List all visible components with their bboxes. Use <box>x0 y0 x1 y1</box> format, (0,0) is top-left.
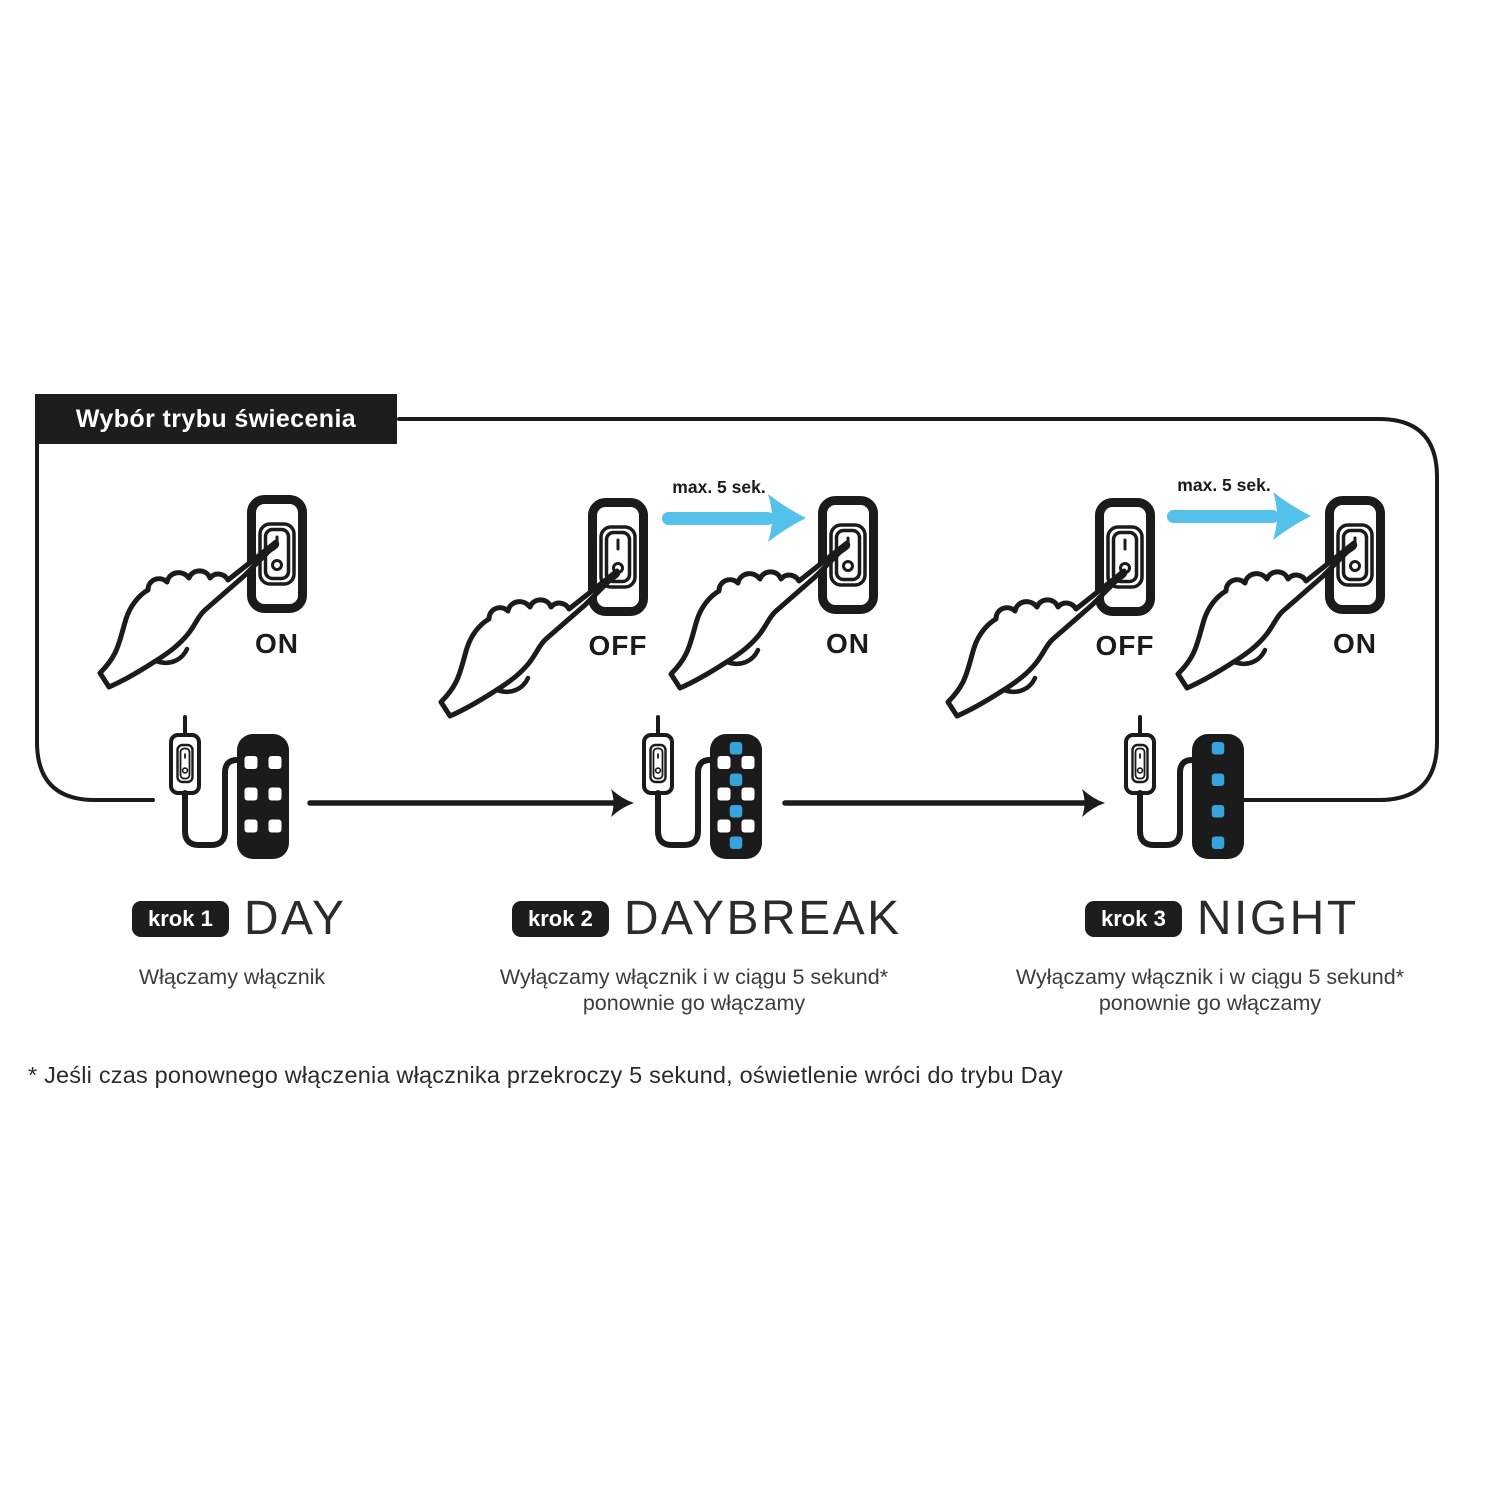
step-2-caption <box>464 964 924 1016</box>
lamp-device-night <box>1126 717 1244 859</box>
caption-line: Wyłączamy włącznik i w ciągu 5 sekund* <box>499 965 889 989</box>
step-badge: krok 3 <box>1085 901 1182 937</box>
step-3-heading <box>1085 892 1359 945</box>
step-badge: krok 2 <box>512 901 609 937</box>
step1-to-step2-arrow-icon <box>310 789 634 817</box>
switch-state-label: ON <box>255 628 299 659</box>
lamp-device-day <box>171 717 289 859</box>
caption-line: Włączamy włącznik <box>138 965 326 989</box>
pressing-hand-icon <box>1178 543 1355 688</box>
pressing-hand-icon <box>100 542 277 687</box>
switch-state-label: OFF <box>588 630 648 661</box>
caption-line: ponownie go włączamy <box>582 991 806 1015</box>
step-badge: krok 1 <box>132 901 229 937</box>
wall-switch-off-icon <box>1100 503 1151 612</box>
step2-to-step3-arrow-icon <box>785 789 1105 817</box>
lamp-device-daybreak <box>644 717 762 859</box>
mode-name: NIGHT <box>1196 892 1359 945</box>
footnote: * Jeśli czas ponownego włączenia włącznika przekroczy 5 sekund, oświetlenie wróci do trybu Day <box>28 1062 1064 1088</box>
step-3-caption <box>980 964 1440 1016</box>
switch-state-label: ON <box>826 628 870 659</box>
step-1-caption <box>2 964 462 990</box>
step-2-heading <box>512 892 902 945</box>
pressing-hand-icon <box>671 543 848 688</box>
wall-switch-off-icon <box>593 503 644 612</box>
switch-state-label: OFF <box>1095 630 1155 661</box>
step-1-heading <box>132 892 347 945</box>
switch-state-label: ON <box>1333 628 1377 659</box>
max-5-sek-arrow-icon <box>1167 492 1311 540</box>
mode-name: DAY <box>243 892 347 945</box>
arrow-time-label: max. 5 sek. <box>1177 475 1271 495</box>
arrow-time-label: max. 5 sek. <box>672 477 766 497</box>
caption-line: ponownie go włączamy <box>1098 991 1322 1015</box>
section-title: Wybór trybu świecenia <box>35 394 397 444</box>
mode-name: DAYBREAK <box>623 892 902 945</box>
caption-line: Wyłączamy włącznik i w ciągu 5 sekund* <box>1015 965 1405 989</box>
max-5-sek-arrow-icon <box>662 494 806 542</box>
